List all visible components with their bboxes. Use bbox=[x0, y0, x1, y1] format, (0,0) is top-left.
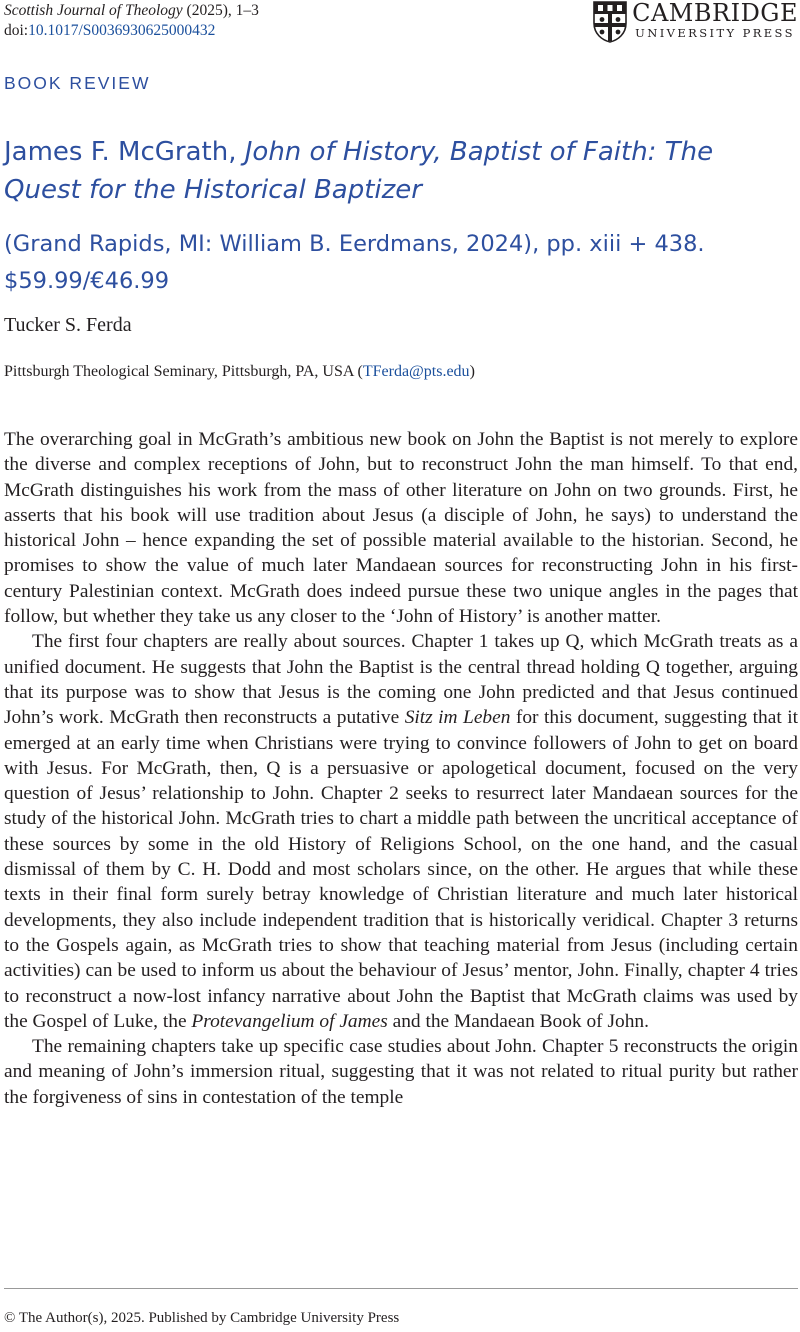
publication-details: (Grand Rapids, MI: William B. Eerdmans, 2024), pp. xiii + 438. $59.99/€46.99 bbox=[4, 231, 705, 294]
paragraph-2-part-c: and the Mandaean Book of John. bbox=[387, 1010, 649, 1032]
reviewer-email-link[interactable]: TFerda@pts.edu bbox=[362, 363, 470, 380]
publisher-name: CAMBRIDGE bbox=[632, 0, 798, 27]
review-body bbox=[4, 427, 798, 1110]
doi-prefix: doi: bbox=[4, 22, 29, 39]
paragraph-3: The remaining chapters take up specific case studies about John. Chapter 5 reconstructs the origin and meaning of John’s immersion ritual, suggesting that it was not related to ritual purity but rather the forgiveness of sins in contestation of the temple bbox=[4, 1036, 798, 1108]
footer-divider bbox=[4, 1288, 798, 1289]
paragraph-2 bbox=[4, 629, 798, 1034]
copyright-footer: © The Author(s), 2025. Published by Cambridge University Press bbox=[4, 1310, 400, 1326]
university-crest-icon bbox=[593, 1, 627, 43]
paragraph-2-part-a: The first four chapters are really about sources. Chapter 1 takes up Q, which McGrath treats as a unified document. He suggests that John the Baptist is the central thread holding Q together, arguing that its purpose was to show that Jesus is the coming one John predicted and that Jesus continued John’s work. McGrath then reconstructs a putative bbox=[4, 631, 798, 729]
paragraph-2-part-b: for this document, suggesting that it emerged at an early time when Christians were trying to convince followers of John to get on board with Jesus. For McGrath, then, Q is a persuasive or apologetical document, focused on the very question of Jesus’ relationship to John. Chapter 2 seeks to resurrect later Mandaean sources for the study of the historical John. McGrath tries to chart a middle path between the uncritical acceptance of these sources by some in the old History of Religions School, on the one hand, and the casual dismissal of them by C. H. Dodd and most scholars since, on the other. He argues that while these texts in their final form surely betray knowledge of Christian literature and much later historical developments, they also include independent tradition that is historically veridical. Chapter 3 returns to the Gospels again, as McGrath tries to show that teaching material from Jesus (including certain activities) can be used to inform us about the behaviour of Jesus’ mentor, John. Finally, chapter 4 tries to reconstruct a now-lost infancy narrative about John the Baptist that McGrath claims was used by the Gospel of Luke, the bbox=[4, 707, 798, 1032]
publisher-subname: UNIVERSITY PRESS bbox=[635, 26, 795, 40]
affiliation-text: Pittsburgh Theological Seminary, Pittsburgh, PA, USA ( bbox=[4, 363, 363, 380]
article-title bbox=[4, 133, 794, 209]
affiliation-close: ) bbox=[469, 363, 475, 380]
reviewer-affiliation bbox=[4, 363, 475, 381]
reviewer-name: Tucker S. Ferda bbox=[4, 314, 132, 336]
journal-citation bbox=[4, 1, 259, 41]
paragraph-2-italic-1: Sitz im Leben bbox=[404, 707, 511, 729]
paragraph-2-italic-2: Protevangelium of James bbox=[191, 1010, 388, 1032]
publisher-logo[interactable] bbox=[593, 0, 798, 43]
journal-name: Scottish Journal of Theology bbox=[4, 2, 183, 19]
journal-year-pages: (2025), 1–3 bbox=[182, 2, 259, 19]
book-author: James F. McGrath, bbox=[4, 137, 245, 167]
article-type-label: BOOK REVIEW bbox=[4, 73, 151, 93]
paragraph-1: The overarching goal in McGrath’s ambitious new book on John the Baptist is not merely to explore the diverse and complex receptions of John, but to reconstruct John the man himself. To that end, McGrath distinguishes his work from the mass of other literature on John on two grounds. First, he asserts that his book will use tradition about Jesus (a disciple of John, he says) to understand the historical John – hence expanding the set of possible material available to the historian. Second, he promises to show the value of much later Mandaean sources for reconstructing John in his first-century Palestinian context. McGrath does indeed pursue these two unique angles in the pages that follow, but whether they take us any closer to the ‘John of History’ is another matter. bbox=[4, 429, 798, 628]
doi-link[interactable]: 10.1017/S0036930625000432 bbox=[28, 22, 216, 39]
book-title: John of History, Baptist of Faith: The Quest for the Historical Baptizer bbox=[4, 137, 714, 205]
